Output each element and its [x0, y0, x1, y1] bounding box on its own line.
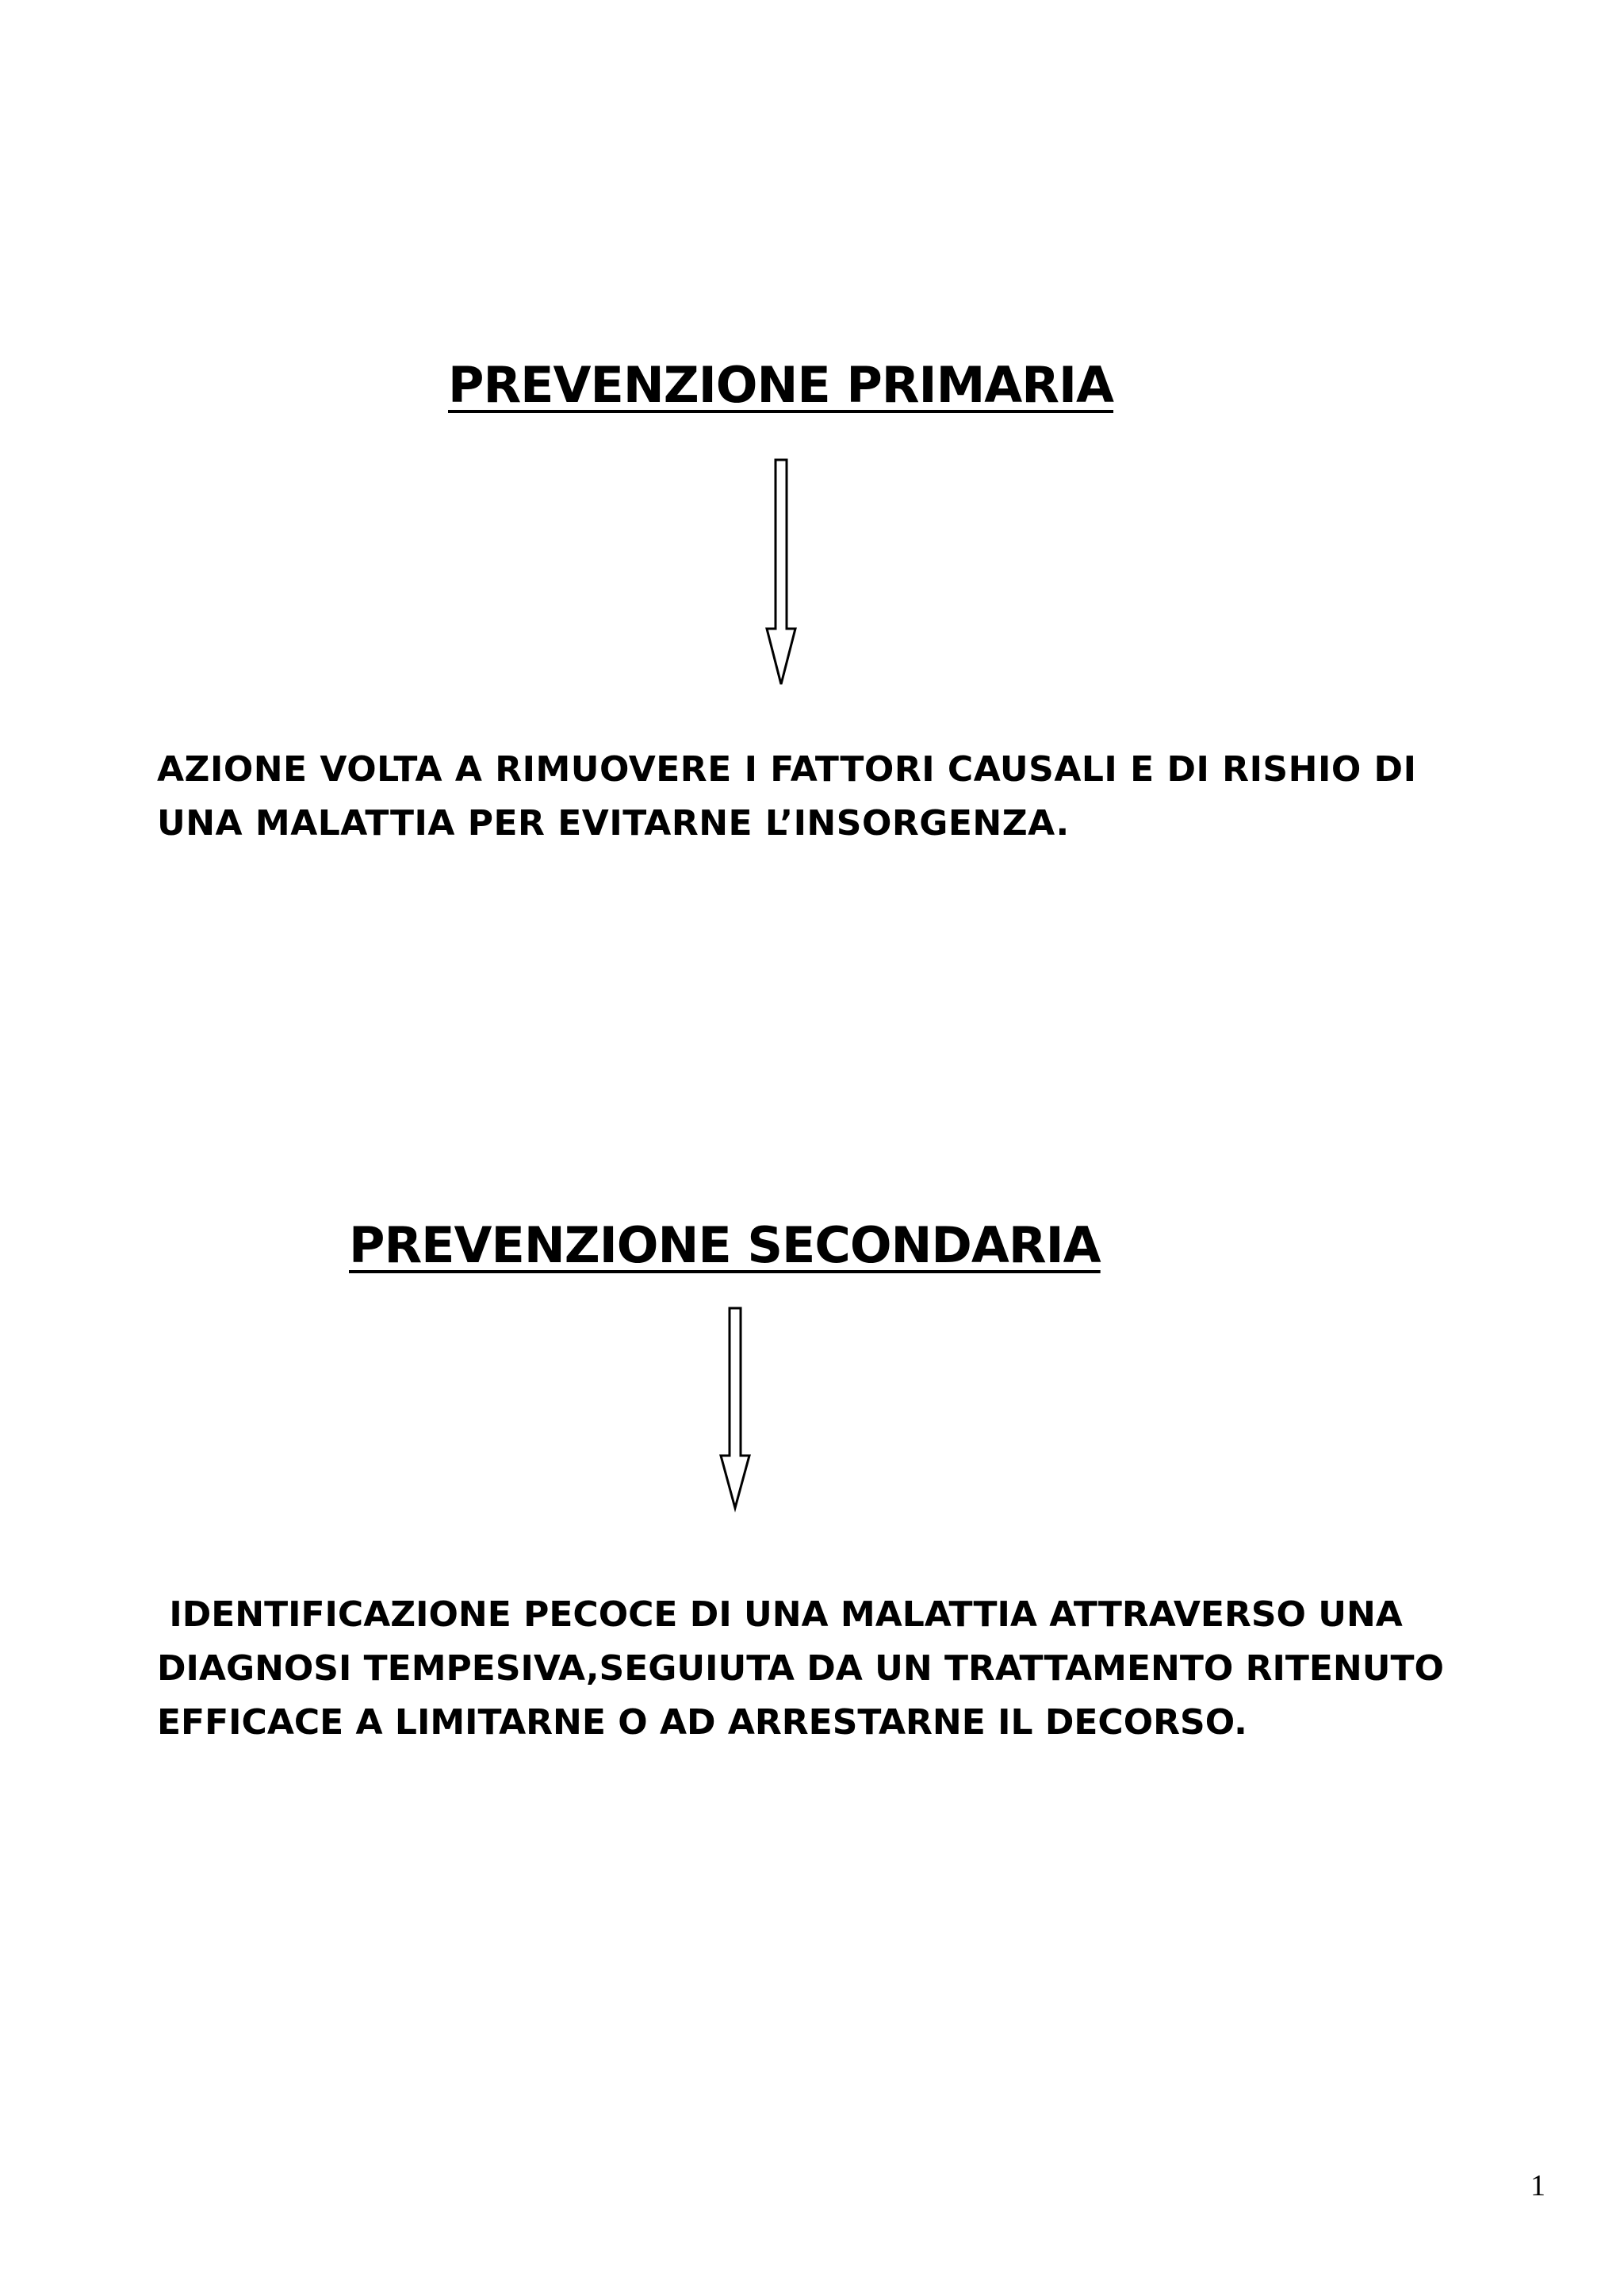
primary-prevention-description: [157, 743, 1416, 851]
page-number: 1: [1530, 2169, 1545, 2202]
text-line: IDENTIFICAZIONE PECOCE DI UNA MALATTIA ATTRAVERSO UNA: [157, 1594, 1403, 1635]
down-arrow-icon: [761, 458, 801, 688]
text-line: EFFICACE A LIMITARNE O AD ARRESTARNE IL DECORSO.: [157, 1702, 1247, 1743]
text-line: UNA MALATTIA PER EVITARNE L’INSORGENZA.: [157, 803, 1070, 844]
text-line: AZIONE VOLTA A RIMUOVERE I FATTORI CAUSALI E DI RISHIO DI: [157, 749, 1417, 790]
secondary-prevention-description: [157, 1588, 1444, 1750]
text-line: DIAGNOSI TEMPESIVA,SEGUIUTA DA UN TRATTAMENTO RITENUTO: [157, 1648, 1444, 1689]
heading-secondary-prevention: PREVENZIONE SECONDARIA: [349, 1216, 1101, 1274]
heading-primary-prevention: PREVENZIONE PRIMARIA: [448, 356, 1114, 414]
down-arrow-icon: [715, 1307, 755, 1513]
